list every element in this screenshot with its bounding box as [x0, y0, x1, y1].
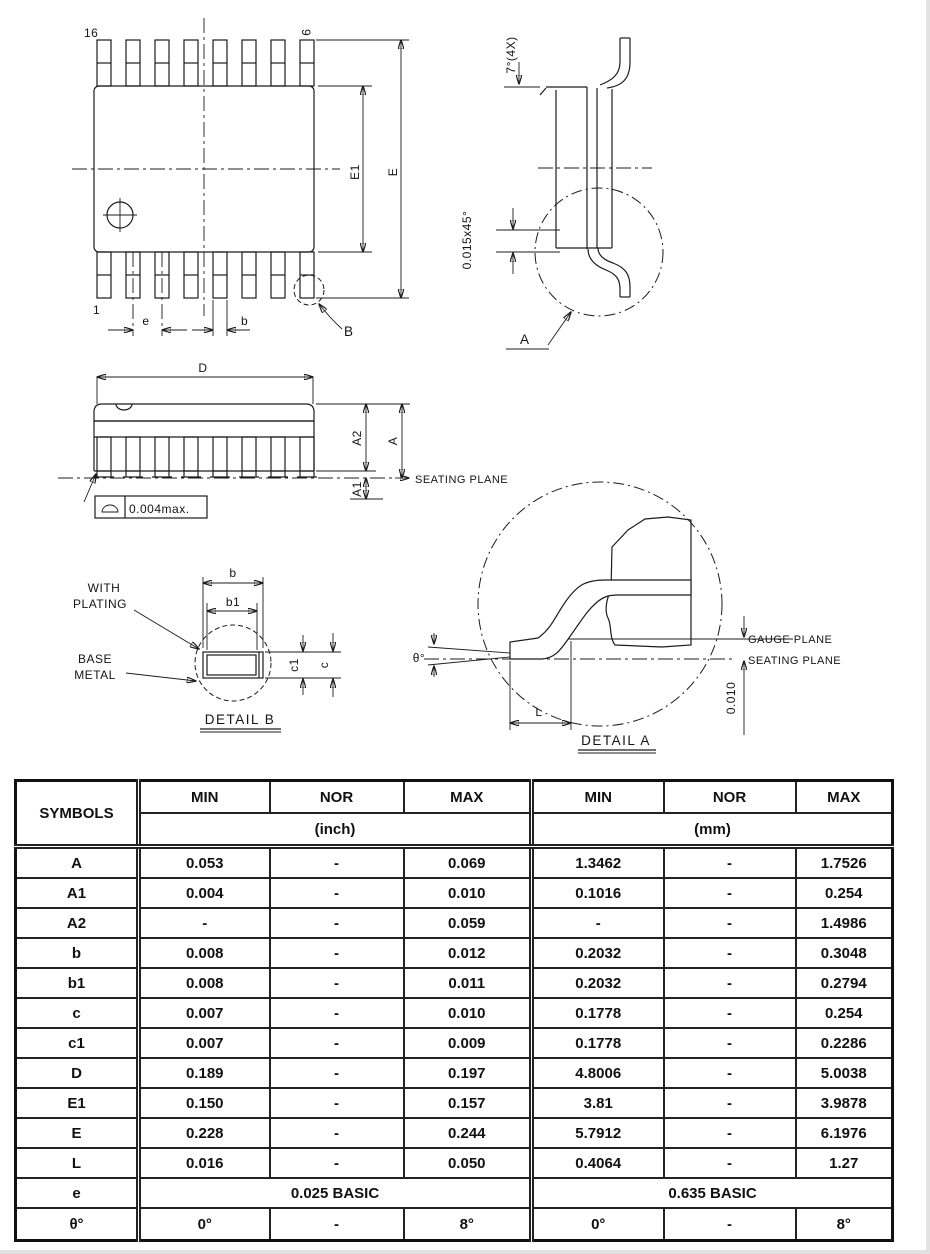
- value-cell: -: [270, 878, 404, 908]
- dim-row-A: [16, 847, 893, 879]
- value-cell: 0.009: [404, 1028, 532, 1058]
- flatness-symbol-icon: [102, 505, 118, 512]
- value-cell: 0.4064: [532, 1148, 664, 1178]
- detail-b-title: DETAIL B: [204, 712, 276, 727]
- dim-A2-label: A2: [350, 430, 364, 446]
- value-cell: 0.069: [404, 847, 532, 879]
- dim-row-L: [16, 1148, 893, 1178]
- value-cell: 0.007: [139, 998, 270, 1028]
- dim-row-c: [16, 998, 893, 1028]
- value-cell: 0.2032: [532, 968, 664, 998]
- seating-plane-label: SEATING PLANE: [415, 474, 509, 486]
- dim-row-A2: [16, 908, 893, 938]
- dim-e-label: e: [142, 314, 150, 328]
- dim-row-theta: [16, 1208, 893, 1241]
- side-view: [58, 361, 508, 518]
- dim-row-b1: [16, 968, 893, 998]
- pin-9-label: 9: [299, 29, 313, 37]
- value-cell: 0.189: [139, 1058, 270, 1088]
- value-cell: -: [270, 847, 404, 879]
- symbol-cell: θ°: [16, 1208, 139, 1241]
- value-cell: -: [664, 998, 796, 1028]
- value-cell: -: [664, 1088, 796, 1118]
- value-cell: -: [270, 908, 404, 938]
- value-cell: 5.7912: [532, 1118, 664, 1148]
- dim-row-b: [16, 938, 893, 968]
- value-cell: -: [270, 1088, 404, 1118]
- detail-a-ref-label: A: [520, 332, 531, 347]
- detail-a-title: DETAIL A: [581, 733, 651, 748]
- symbol-cell: c: [16, 998, 139, 1028]
- value-cell: 0.011: [404, 968, 532, 998]
- value-cell: 0.008: [139, 968, 270, 998]
- value-cell: 0°: [139, 1208, 270, 1241]
- value-cell: 0.254: [796, 878, 893, 908]
- flatness-value: 0.004max.: [129, 502, 190, 516]
- value-cell: 0.157: [404, 1088, 532, 1118]
- value-cell: 1.7526: [796, 847, 893, 879]
- value-cell: 0.1778: [532, 1028, 664, 1058]
- value-cell: 1.4986: [796, 908, 893, 938]
- base-metal-label-2: METAL: [74, 668, 116, 682]
- value-cell: 0.254: [796, 998, 893, 1028]
- value-cell: -: [664, 968, 796, 998]
- value-cell: -: [664, 908, 796, 938]
- symbol-cell: E: [16, 1118, 139, 1148]
- value-cell: 3.9878: [796, 1088, 893, 1118]
- value-cell: 8°: [796, 1208, 893, 1241]
- col-header: MIN: [139, 781, 270, 814]
- value-cell: -: [664, 1148, 796, 1178]
- base-metal-label-1: BASE: [77, 652, 113, 666]
- symbol-cell: c1: [16, 1028, 139, 1058]
- value-cell: 0.004: [139, 878, 270, 908]
- header-row-minmax: [16, 781, 893, 814]
- value-cell: -: [664, 1118, 796, 1148]
- dimensions-table: [14, 779, 894, 1242]
- symbol-cell: L: [16, 1148, 139, 1178]
- value-cell: -: [270, 1118, 404, 1148]
- lead-with-plating: [203, 652, 263, 678]
- dim-row-c1: [16, 1028, 893, 1058]
- dim-gauge-offset: 0.010: [724, 681, 738, 715]
- value-cell: 0.197: [404, 1058, 532, 1088]
- value-cell: 0.012: [404, 938, 532, 968]
- col-header: MIN: [532, 781, 664, 814]
- value-cell: 0.2032: [532, 938, 664, 968]
- detail-b-callout-circle: [294, 275, 324, 305]
- dim-row-E1: [16, 1088, 893, 1118]
- symbol-cell: D: [16, 1058, 139, 1088]
- col-header: NOR: [270, 781, 404, 814]
- symbol-cell: b: [16, 938, 139, 968]
- unit-inch-cell: (inch): [139, 813, 532, 847]
- col-header: NOR: [664, 781, 796, 814]
- detail-b-ref-label: B: [344, 324, 355, 339]
- symbol-cell: E1: [16, 1088, 139, 1118]
- value-cell: -: [664, 1208, 796, 1241]
- value-cell: 0.244: [404, 1118, 532, 1148]
- dim-D-label: D: [198, 361, 208, 375]
- dim-row-D: [16, 1058, 893, 1088]
- detail-b-view: [73, 566, 341, 732]
- value-cell: -: [270, 1208, 404, 1241]
- dim-b-label: b: [241, 314, 249, 328]
- value-cell: -: [270, 1148, 404, 1178]
- pin-16-label: 16: [84, 26, 99, 40]
- pin1-indicator: [103, 198, 137, 232]
- value-cell: 6.1976: [796, 1118, 893, 1148]
- value-cell: -: [270, 1028, 404, 1058]
- value-cell: 5.0038: [796, 1058, 893, 1088]
- chamfer-note: 0.015x45°: [460, 210, 474, 270]
- value-cell: -: [532, 908, 664, 938]
- dim-row-E: [16, 1118, 893, 1148]
- value-cell: 8°: [404, 1208, 532, 1241]
- value-cell: -: [270, 1058, 404, 1088]
- value-cell: -: [664, 1028, 796, 1058]
- value-cell: 0.059: [404, 908, 532, 938]
- value-cell: 0.3048: [796, 938, 893, 968]
- value-cell: 0.228: [139, 1118, 270, 1148]
- basic-mm-cell: 0.635 BASIC: [532, 1178, 893, 1208]
- seating-plane-label-2: SEATING PLANE: [748, 655, 842, 667]
- symbol-cell: A: [16, 847, 139, 879]
- symbol-cell: e: [16, 1178, 139, 1208]
- dim-row-e: [16, 1178, 893, 1208]
- dim-b-label: b: [229, 566, 237, 580]
- col-header: MAX: [404, 781, 532, 814]
- dim-E-label: E: [386, 167, 400, 177]
- basic-inch-cell: 0.025 BASIC: [139, 1178, 532, 1208]
- value-cell: 1.3462: [532, 847, 664, 879]
- with-plating-label-1: WITH: [87, 581, 121, 595]
- value-cell: 0.010: [404, 998, 532, 1028]
- value-cell: -: [270, 938, 404, 968]
- value-cell: 0.2286: [796, 1028, 893, 1058]
- value-cell: 4.8006: [532, 1058, 664, 1088]
- value-cell: 0.1778: [532, 998, 664, 1028]
- dim-L-label: L: [535, 705, 543, 719]
- value-cell: -: [139, 908, 270, 938]
- value-cell: -: [664, 1058, 796, 1088]
- dim-E1-label: E1: [348, 164, 362, 180]
- value-cell: 1.27: [796, 1148, 893, 1178]
- value-cell: 0°: [532, 1208, 664, 1241]
- value-cell: 0.1016: [532, 878, 664, 908]
- end-view: [460, 36, 663, 349]
- lead-base-metal: [207, 655, 256, 675]
- top-view: [72, 18, 409, 339]
- dim-theta-label: θ°: [412, 651, 426, 665]
- value-cell: -: [270, 998, 404, 1028]
- value-cell: -: [664, 847, 796, 879]
- dim-row-A1: [16, 878, 893, 908]
- value-cell: -: [270, 968, 404, 998]
- gauge-plane-label: GAUGE PLANE: [748, 634, 833, 646]
- value-cell: 0.150: [139, 1088, 270, 1118]
- unit-mm-cell: (mm): [532, 813, 893, 847]
- with-plating-label-2: PLATING: [73, 597, 127, 611]
- value-cell: 0.053: [139, 847, 270, 879]
- value-cell: 3.81: [532, 1088, 664, 1118]
- dim-A1-label: A1: [350, 481, 364, 497]
- value-cell: 0.2794: [796, 968, 893, 998]
- symbol-cell: A2: [16, 908, 139, 938]
- dim-c1-label: c1: [287, 658, 301, 672]
- value-cell: 0.007: [139, 1028, 270, 1058]
- lead-angle-note: 7°(4X): [504, 36, 518, 74]
- value-cell: -: [664, 938, 796, 968]
- dim-c-label: c: [317, 661, 331, 669]
- header-row-units: [16, 813, 893, 847]
- pin-1-label: 1: [93, 303, 101, 317]
- symbols-header-cell: SYMBOLS: [16, 781, 139, 847]
- symbol-cell: A1: [16, 878, 139, 908]
- value-cell: 0.016: [139, 1148, 270, 1178]
- value-cell: 0.010: [404, 878, 532, 908]
- detail-a-view: [413, 482, 841, 753]
- value-cell: 0.050: [404, 1148, 532, 1178]
- value-cell: 0.008: [139, 938, 270, 968]
- symbol-cell: b1: [16, 968, 139, 998]
- dim-A-label: A: [386, 436, 400, 446]
- dim-b1-label: b1: [225, 595, 241, 609]
- value-cell: -: [664, 878, 796, 908]
- col-header: MAX: [796, 781, 893, 814]
